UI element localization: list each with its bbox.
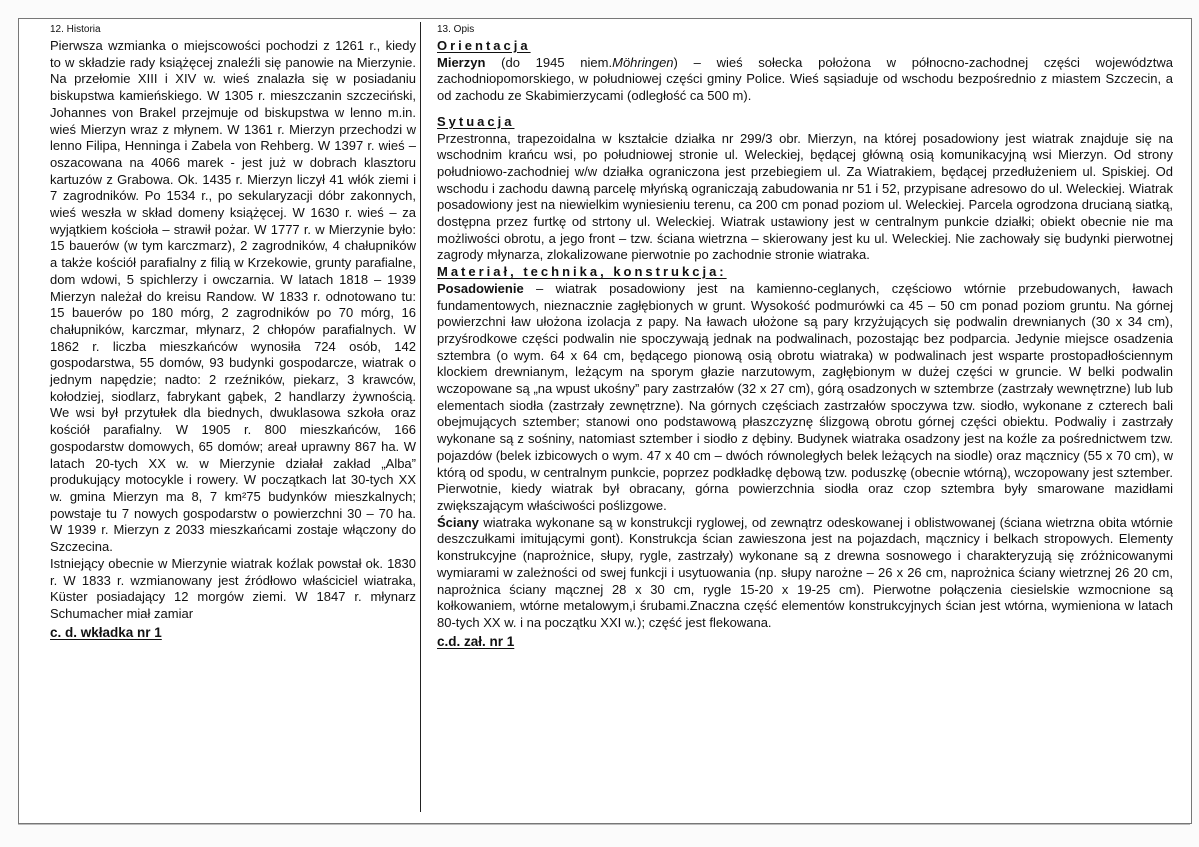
sciany-text: wiatraka wykonane są w konstrukcji ryglowej, od zewnątrz odeskowanej i oblistwowanej (ściana wietrzna obita wtórnie deszczułkami imitującymi gont). Konstrukcja ścian zawieszona jest na pojazdach, mącznicy i belkach stropowych. Elementy konstrukcyjne (naprożnice, słupy, rygle, zastrzały) wykonane są z drewna sosnowego i charakteryzują się zróżnicowanymi wymiarami w zależności od swej funkcji i usytuowania (np. słupy narożne – 26 x 26 cm, naprożnica ściany wietrznej 26 20 cm, naprożnica ściany mącznej 28 x 30 cm, rygle 15-20 x 19-25 cm). Pierwotne połączenia ciesielskie wzmocnione są kołkowaniem, wtórne metalowym,i śrubami.Znaczna część elementów konstrukcyjnych ścian jest wtórna, wymieniona w latach 80-tych XX w. i na początku XXI w.); część jest flekowana. bbox=[437, 514, 1173, 630]
sytuacja-heading: Sytuacja bbox=[437, 113, 515, 129]
spacer bbox=[437, 105, 1173, 114]
orientacja-paragraph bbox=[437, 55, 1173, 105]
orientacja-lead: Mierzyn bbox=[437, 54, 486, 70]
history-paragraph-2: Istniejący obecnie w Mierzynie wiatrak koźlak powstał ok. 1830 r. W 1833 r. wzmianowany jest źródłowo właściciel wiatraka, Küster posiadający 12 morgów ziemi. W 1847 r. młynarz Schumacher miał zamiar bbox=[50, 555, 416, 621]
posadowienie-lead: Posadowienie bbox=[437, 280, 524, 296]
posadowienie-paragraph bbox=[437, 281, 1173, 515]
description-continuation-ref: c.d. zał. nr 1 bbox=[437, 633, 515, 649]
sciany-paragraph bbox=[437, 515, 1173, 632]
history-paragraph-1: Pierwsza wzmianka o miejscowości pochodzi z 1261 r., kiedy to w składzie rady książęcej znaleźli się panowie na Mierzynie. Na przełomie XIII i XIV w. wieś znalazła się w posiadaniu biskupstwa kamieńskiego. W 1305 r. mieszczanin szczeciński, Johannes von Brakel przejmuje od biskupstwa w lenno m.in. wieś Mierzyn wraz z młynem. W 1361 r. Mierzyn przechodzi w lenno Filipa, Henninga i Zabela von Rehberg. W 1397 r. wieś – oszacowana na 4066 marek - jest już w dobrach klasztoru kartuzów z Grabowa. Ok. 1435 r. Mierzyn liczył 41 włók ziemi i 7 zagrodników. Po 1534 r., po sekularyzacji dóbr zakonnych, wieś weszła w skład domeny książęcej. W 1630 r. wieś – za wyjątkiem kościoła – strawił pożar. W 1777 r. w Mierzynie było: 15 bauerów (w tym karczmarz), 2 zagrodników, 4 chałupników a także kościół parafialny z filią w Krzekowie, grunty parafialne, dom wdowi, 5 spichlerzy i owczarnia. W latach 1818 – 1939 Mierzyn należał do kreisu Randow. W 1833 r. odnotowano tu: 15 bauerów po 180 mórg, 2 zagrodników po 70 mórg, 16 chałupników, karczmar, młynarz, 2 chłopów parafialnych. W 1862 r. liczba mieszkańców wynosiła 724 osób, 142 gospodarstwa, 55 domów, 93 budynki gospodarcze, wiatrak o jednym napędzie; nadto: 2 rzeźników, piekarz, 3 krawców, kołodziej, siodlarz, fabrykant gąbek, 2 handlarzy żywnością. We wsi był przytułek dla biednych, dwuklasowa szkoła oraz kościół parafialny. W 1905 r. 800 mieszkańców, 166 gospodarstw domowych, 65 domów; areał uprawny 867 ha. W latach 20-tych XX w. w Mierzynie działał zakład „Alba” produkujący motocykle i rowery. W początkach lat 30-tych XX w. gmina Mierzyn ma 8, 7 km²75 budynków mieszkalnych; powstaje tu 7 nowych gospodarstw o powierzchni 30 – 70 ha. W 1939 r. Mierzyn z 2033 mieszkańcami zostaje włączony do Szczecina. bbox=[50, 38, 416, 555]
history-section-label: 12. Historia bbox=[50, 24, 101, 35]
sytuacja-paragraph: Przestronna, trapezoidalna w kształcie działka nr 299/3 obr. Mierzyn, na której posadowiony jest wiatrak znajduje się na wschodnim krańcu wsi, po południowej stronie ul. Weleckiej, będącej główną osią komunikacyjną wsi Mierzyn. Od strony południowo-zachodniej w/w działka ograniczona jest przebiegiem ul. Za Wiatrakiem, będącej przedłużeniem ul. Spiskiej. Od wschodu i zachodu dawną parcelę młyńską ograniczają zabudowania nr 51 i 52, przypisane adresowo do ul. Weleckiej. Wiatrak posadowiony jest na niewielkim wyniesieniu terenu, ca 200 cm ponad poziom ul. Weleckiej. Parcela ogrodzona drucianą siatką, dostępna przez furtkę od strtony ul. Weleckiej. Wiatrak ustawiony jest w centralnym punkcie działki; obiekt obecnie nie ma możliwości obrotu, a jego front – tzw. ściana wietrzna – skierowany jest ku ul. Weleckiej. Nie zachowały się budynki pierwotnej zagrody młynarza, zlokalizowane pierwotnie po zachodnie stronie wiatraka. bbox=[437, 130, 1173, 263]
orientacja-text-before: (do 1945 niem. bbox=[485, 54, 613, 70]
orientacja-text-after: ) – wieś sołecka położona w północno-zachodnej części województwa zachodniopomorskiego, w południowej części gminy Police. Wieś sąsiaduje od wschodu bezpośrednio z miastem Szczecin, a od zachodu ze Skabimierzycami (odległość ca 500 m). bbox=[437, 54, 1173, 104]
orientacja-heading: Orientacja bbox=[437, 38, 531, 53]
bottom-rule bbox=[18, 824, 1190, 825]
material-heading: Materiał, technika, konstrukcja: bbox=[437, 264, 727, 280]
description-section-label: 13. Opis bbox=[437, 24, 475, 35]
description-text bbox=[437, 38, 1173, 632]
sciany-lead: Ściany bbox=[437, 514, 479, 530]
history-column bbox=[28, 22, 421, 812]
description-column bbox=[437, 22, 1179, 812]
history-text bbox=[50, 38, 416, 623]
orientacja-german-name: Möhringen bbox=[612, 54, 674, 70]
history-continuation-ref: c. d. wkładka nr 1 bbox=[50, 624, 162, 640]
posadowienie-text: – wiatrak posadowiony jest na kamienno-ceglanych, częściowo wtórnie przebudowanych, ławach fundamentowych, nieznacznie zagłębionych w grunt. Wysokość podmurówki ca 45 – 50 cm ponad poziom gruntu. Na górnej powierzchni ław ułożona izolacja z papy. Na ławach ułożone są pary krzyżujących się podwalin drewnianych (30 x 34 cm), przyśrodkowe części podwalin nie spoczywają jednak na podwalinach, pozostając bez podparcia. Jedynie miejsce osadzenia sztembra (o wym. 64 x 64 cm, będącego pionową osią obrotu wiatraka) w podwalinach jest wsparte prostopadłościennym klockiem drewnianym, leżącym na sporym głazie narzutowym, zagłębionym w dużej części w gruncie. W belki podwalin wczopowane są „na wpust ukośny” pary zastrzałów (32 x 27 cm), górą osadzonych w sztembrze (zastrzały wewnętrzne) lub lub elementach siodła (zastrzały zewnętrzne). Na górnych częściach zastrzałów spoczywa tzw. siodło, wykonane z czterech bali obejmujących sztember; stanowi ono podstawową płaszczyznę ślizgową obrotu górnej części obiektu. Podwaliy i zastrzały wykonane są z sośniny, natomiast sztember i siodło z dębiny. Budynek wiatraka osadzony jest na koźle za pośrednictwem tzw. pojazdów (belek izbicowych o wym. 47 x 40 cm – dwóch równoległych belek leżących na siodle) oraz mącznicy (55 x 70 cm), w którą od spodu, w centralnym punkcie, poprzez podkładkę dębową tzw. poduszkę (obecnie wtórną), wczopowany jest sztember. Pierwotnie, kiedy wiatrak był obracany, górna powierzchnia siodła oraz czop sztembra były smarowane mazidłami zwiększającym właściwości poślizgowe. bbox=[437, 280, 1173, 513]
